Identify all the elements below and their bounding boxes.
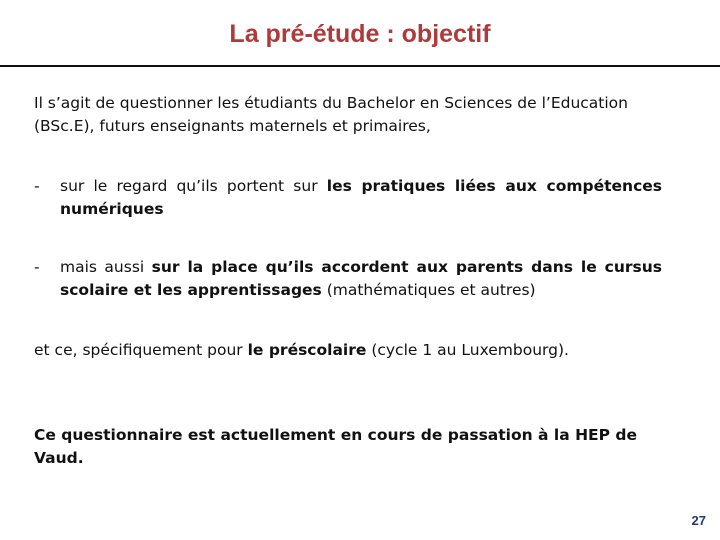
- slide-title: La pré-étude : objectif: [229, 20, 491, 48]
- bullet-text-end: (mathématiques et autres): [321, 281, 536, 299]
- intro-line-2: (BSc.E), futurs enseignants maternels et primaires,: [34, 117, 431, 135]
- title-divider: [0, 65, 720, 67]
- bullet-dash: -: [34, 258, 40, 276]
- bullet-text: sur le regard qu’ils portent sur: [60, 177, 327, 195]
- bullet-text: mais aussi: [60, 258, 152, 276]
- bullet-item-digital-skills: [34, 175, 662, 221]
- context-paragraph: [34, 339, 662, 362]
- intro-paragraph: [34, 92, 662, 138]
- context-emphasis: le préscolaire: [247, 341, 367, 359]
- context-text: et ce, spécifiquement pour: [34, 341, 248, 359]
- intro-line-1: Il s’agit de questionner les étudiants du Bachelor en Sciences de l’Education: [34, 94, 628, 112]
- status-paragraph: Ce questionnaire est actuellement en cours de passation à la HEP de Vaud.: [34, 426, 638, 467]
- bullet-emphasis: les pratiques liées aux compétences numériques: [60, 177, 662, 218]
- bullet-emphasis: sur la place qu’ils accordent aux parents dans le cursus scolaire et les apprentissages: [60, 258, 662, 299]
- bullet-item-parents-role: [34, 256, 662, 302]
- page-number: 27: [691, 513, 706, 528]
- context-text-end: (cycle 1 au Luxembourg).: [366, 341, 569, 359]
- bullet-list: [34, 175, 662, 337]
- bullet-dash: -: [34, 177, 40, 195]
